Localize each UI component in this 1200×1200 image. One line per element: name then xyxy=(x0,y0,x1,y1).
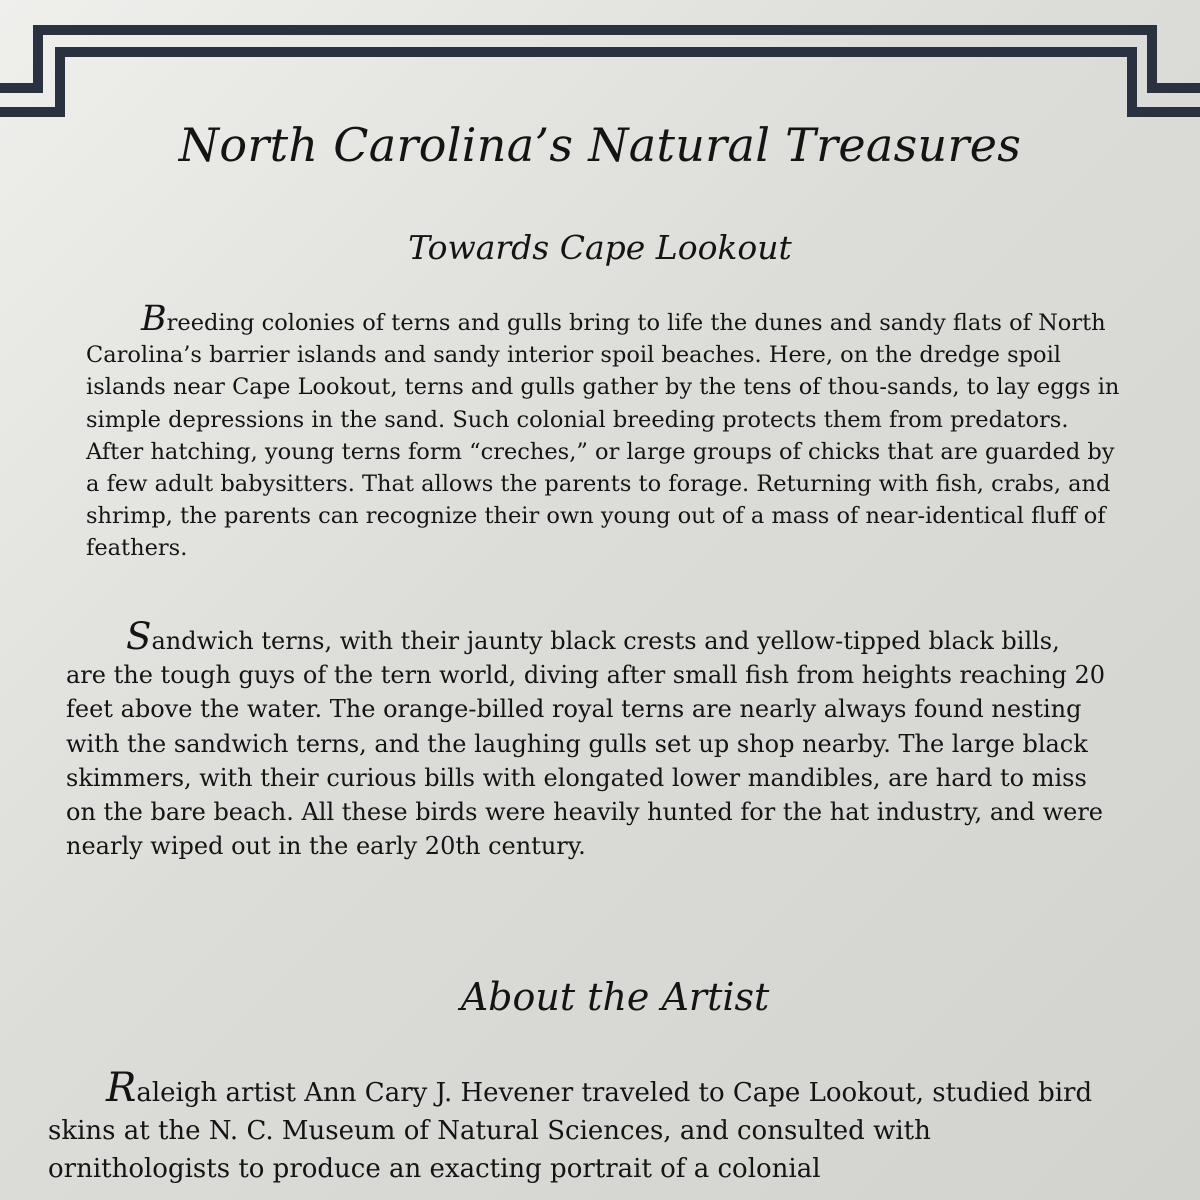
paragraph-text: aleigh artist Ann Cary J. Hevener traveled to Cape Lookout, studied bird skins at the N. C. Museum of Natural Sciences, and consulted with ornithologists to produce an exacting portrait of a colonial xyxy=(48,1078,1093,1184)
paragraph-text: reeding colonies of terns and gulls bring to life the dunes and sandy flats of North Carolina’s barrier islands and sandy interior spoil beaches. Here, on the dredge spoil islands near Cape Lookout, terns and gulls gather by the tens of thou-sands, to lay eggs in simple depressions in the sand. Such colonial breeding protects them from predators. After hatching, young terns form “creches,” or large groups of chicks that are guarded by a few adult babysitters. That allows the parents to forage. Returning with fish, crabs, and shrimp, the parents can recognize their own young out of a mass of near-identical fluff of feathers. xyxy=(86,310,1120,562)
page-subtitle: Towards Cape Lookout xyxy=(408,228,792,267)
drop-cap: S xyxy=(126,614,152,658)
section-heading-about-artist: About the Artist xyxy=(460,975,770,1019)
drop-cap: R xyxy=(106,1064,137,1111)
page-title: North Carolina’s Natural Treasures xyxy=(178,118,1022,172)
paragraph-artist xyxy=(48,1064,1118,1188)
border-inner-line xyxy=(0,52,1200,112)
border-outer-line xyxy=(0,30,1200,88)
paragraph-text: andwich terns, with their jaunty black crests and yellow-tipped black bills, are the tough guys of the tern world, diving after small fish from heights reaching 20 feet above the water. The orange-billed royal terns are nearly always found nesting with the sandwich terns, and the laughing gulls set up shop nearby. The large black skimmers, with their curious bills with elongated lower mandibles, are hard to miss on the bare beach. All these birds were heavily hunted for the hat industry, and were nearly wiped out in the early 20th century. xyxy=(66,627,1106,861)
paragraph-sandwich-terns xyxy=(66,614,1106,863)
paragraph-breeding-colonies xyxy=(86,299,1126,565)
drop-cap: B xyxy=(141,299,167,339)
